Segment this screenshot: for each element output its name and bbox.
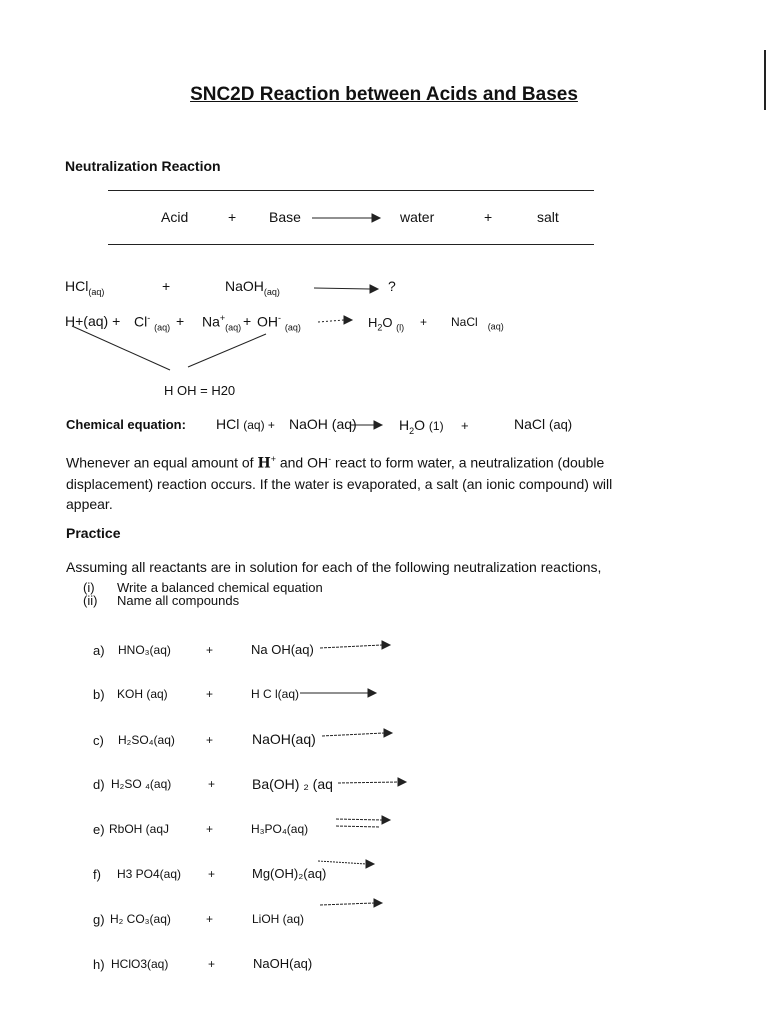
word-base: Base — [269, 209, 301, 225]
word-acid: Acid — [161, 209, 189, 225]
arrow-a-head — [382, 641, 390, 649]
chem-eq-hcl: HCl (aq) + — [216, 416, 275, 432]
arrow-word-head — [372, 214, 380, 222]
problem-a-reactant-2: Na OH(aq) — [251, 642, 314, 657]
arrow-e1-line — [336, 819, 382, 820]
problem-h-label: h) — [93, 957, 105, 972]
arrow-b-head — [368, 689, 376, 697]
arrow-chem-head — [374, 421, 382, 429]
problem-b-reactant-1: KOH (aq) — [117, 687, 168, 701]
problem-a-plus: + — [206, 643, 214, 657]
ions-nacl: NaCl $_{(aq)}$ — [451, 315, 504, 332]
problem-d-plus: + — [208, 777, 216, 791]
arrow-e1-head — [382, 816, 390, 824]
ions-plus-3: + — [420, 315, 428, 329]
word-plus-2: + — [484, 209, 493, 225]
problem-e-plus: + — [206, 822, 214, 836]
problem-h-reactant-1: HClO3(aq) — [111, 957, 169, 971]
arrow-e2-line — [336, 826, 380, 827]
ions-h2o: $H_2O$ $_{(l)}$ — [368, 315, 405, 333]
ions-cl: Cl- $_{(aq)}$ — [134, 313, 171, 333]
step-2-num: (ii) — [83, 593, 98, 608]
problem-g-plus: + — [206, 912, 214, 926]
problem-d-reactant-2: Ba(OH) ₂ (aq — [252, 776, 333, 792]
row-hcl-plus: + — [162, 278, 171, 294]
word-salt: salt — [537, 209, 559, 225]
arrow-hcl-head — [370, 285, 378, 293]
arrow-c-line — [322, 733, 384, 736]
chem-eq-h2o: $H_2O$ (1) — [399, 417, 444, 436]
step-1-num: (i) — [83, 580, 95, 595]
chem-eq-label: Chemical equation: — [66, 417, 186, 432]
connect-h-line — [72, 326, 170, 370]
chem-eq-nacl: NaCl (aq) — [514, 416, 573, 432]
problem-c-label: c) — [93, 733, 104, 748]
row-hcl-question: ? — [388, 278, 396, 294]
problem-f-plus: + — [208, 867, 216, 881]
problem-d-label: d) — [93, 777, 105, 792]
problem-f-label: f) — [93, 867, 101, 882]
chem-eq-plus: + — [461, 418, 469, 433]
problem-g-reactant-1: H₂ CO₃(aq) — [110, 912, 171, 926]
problem-e-reactant-2: H₃PO₄(aq) — [251, 822, 309, 836]
ions-h: H+(aq) + — [65, 313, 121, 329]
problem-b-plus: + — [206, 687, 214, 701]
arrow-c-head — [384, 729, 392, 737]
page-title: SNC2D Reaction between Acids and Bases — [190, 84, 578, 105]
neutralization-paragraph: Whenever an equal amount of H+ and OH- react to form water, a neutralization (double displacement) reaction occurs. If the water is evaporated, a salt (an ionic compound) will appear. — [66, 454, 613, 512]
chem-eq-naoh: NaOH (aq) — [289, 416, 357, 432]
problem-a-reactant-1: HNO₃(aq) — [118, 643, 171, 657]
arrow-ions-line — [318, 320, 344, 322]
problem-g-label: g) — [93, 912, 105, 927]
arrow-g-line — [320, 903, 374, 905]
problem-c-plus: + — [206, 733, 214, 747]
arrow-f-line — [318, 861, 366, 864]
problem-f-reactant-2: Mg(OH)₂(aq) — [252, 866, 327, 881]
problem-c-reactant-2: NaOH(aq) — [252, 731, 316, 747]
ions-plus-1: + — [176, 313, 185, 329]
ions-oh: OH- $_{(aq)}$ — [257, 313, 301, 333]
row-hcl-hcl: HCl$_{(aq)}$ — [65, 278, 105, 297]
ions-plus-2: + — [243, 313, 252, 329]
problem-b-reactant-2: H C l(aq) — [251, 687, 300, 701]
problem-h-reactant-2: NaOH(aq) — [253, 956, 313, 971]
arrow-a-line — [320, 645, 382, 648]
word-water: water — [400, 209, 435, 225]
problem-e-label: e) — [93, 822, 105, 837]
step-2-text: Name all compounds — [117, 593, 240, 608]
problem-a-label: a) — [93, 643, 105, 658]
problem-b-label: b) — [93, 687, 105, 702]
section-heading-neutralization: Neutralization Reaction — [65, 158, 221, 174]
arrow-d-line — [338, 782, 398, 783]
problem-c-reactant-1: H₂SO₄(aq) — [118, 733, 175, 747]
ions-na: $Na^+_{(aq)}$ — [202, 313, 242, 333]
problem-f-reactant-1: H3 PO4(aq) — [117, 867, 182, 881]
arrow-ions-head — [344, 316, 352, 324]
arrow-g-head — [374, 899, 382, 907]
practice-instruction: Assuming all reactants are in solution for each of the following neutralization reactions, — [66, 559, 602, 575]
problem-e-reactant-1: RbOH (aqJ — [109, 822, 170, 836]
step-1-text: Write a balanced chemical equation — [117, 580, 323, 595]
problem-h-plus: + — [208, 957, 216, 971]
arrow-hcl-line — [314, 288, 370, 289]
problem-d-reactant-1: H₂SO ₄(aq) — [111, 777, 172, 791]
arrow-f-head — [366, 860, 374, 868]
arrow-d-head — [398, 778, 406, 786]
practice-heading: Practice — [66, 525, 121, 541]
row-hcl-naoh: NaOH$_{(aq)}$ — [225, 278, 280, 297]
word-plus-1: + — [228, 209, 237, 225]
hoh-note: H OH = H20 — [164, 383, 236, 398]
problem-g-reactant-2: LiOH (aq) — [252, 912, 305, 926]
connect-oh-line — [188, 334, 266, 367]
